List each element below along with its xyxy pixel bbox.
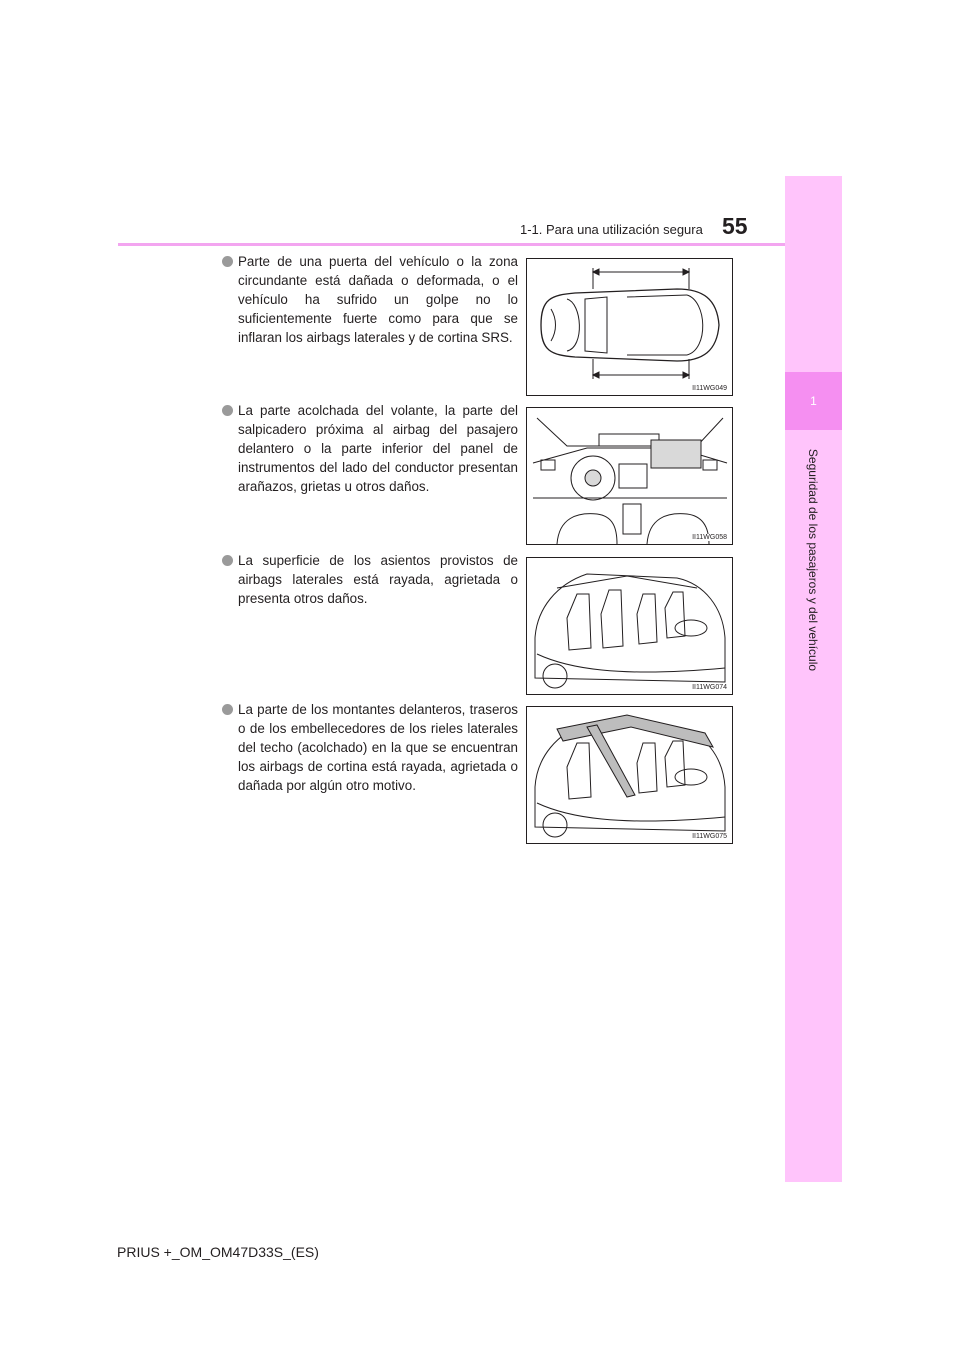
header-rule [118, 243, 840, 246]
list-item-steering-dashboard [222, 401, 518, 496]
item-text: La superficie de los asientos provistos de airbags laterales está rayada, agrietada o presenta otros daños. [238, 553, 518, 606]
figure-dashboard [526, 407, 733, 545]
side-tab [785, 176, 842, 1182]
figure-code: II11WG074 [692, 684, 727, 691]
footer-document-code: PRIUS +_OM_OM47D33S_(ES) [117, 1244, 319, 1260]
bullet-icon [222, 256, 233, 267]
bullet-icon [222, 704, 233, 715]
item-text: La parte acolchada del volante, la parte del salpicadero próxima al airbag del pasajero delantero o la parte inferior del panel de instrumentos del lado del conductor presentan arañazos, grietas u otros daños. [238, 403, 518, 494]
chapter-title: Seguridad de los pasajeros y del vehículo [806, 448, 820, 672]
section-title: 1-1. Para una utilización segura [520, 222, 703, 237]
figure-seats [526, 557, 733, 695]
bullet-icon [222, 555, 233, 566]
figure-car-top-view [526, 258, 733, 396]
page-number: 55 [722, 213, 748, 239]
item-text: Parte de una puerta del vehículo o la zona circundante está dañada o deformada, o el vehículo ha sufrido un golpe no lo suficientemente fuerte como para que se inflaran los airbags laterales y de cortina SRS. [238, 254, 518, 345]
list-item-pillars-rails [222, 700, 518, 795]
list-item-seat-surface [222, 551, 518, 608]
figure-code: II11WG058 [692, 534, 727, 541]
figure-roof-rails [526, 706, 733, 844]
item-text: La parte de los montantes delanteros, traseros o de los embellecedores de los rieles laterales del techo (acolchado) en la que se encuentran los airbags de cortina está rayada, agrietada o dañada por algún otro motivo. [238, 702, 518, 793]
chapter-number-box: 1 [785, 372, 842, 430]
figure-code: II11WG075 [692, 833, 727, 840]
figure-code: II11WG049 [692, 385, 727, 392]
list-item-door-damage [222, 252, 518, 347]
bullet-icon [222, 405, 233, 416]
